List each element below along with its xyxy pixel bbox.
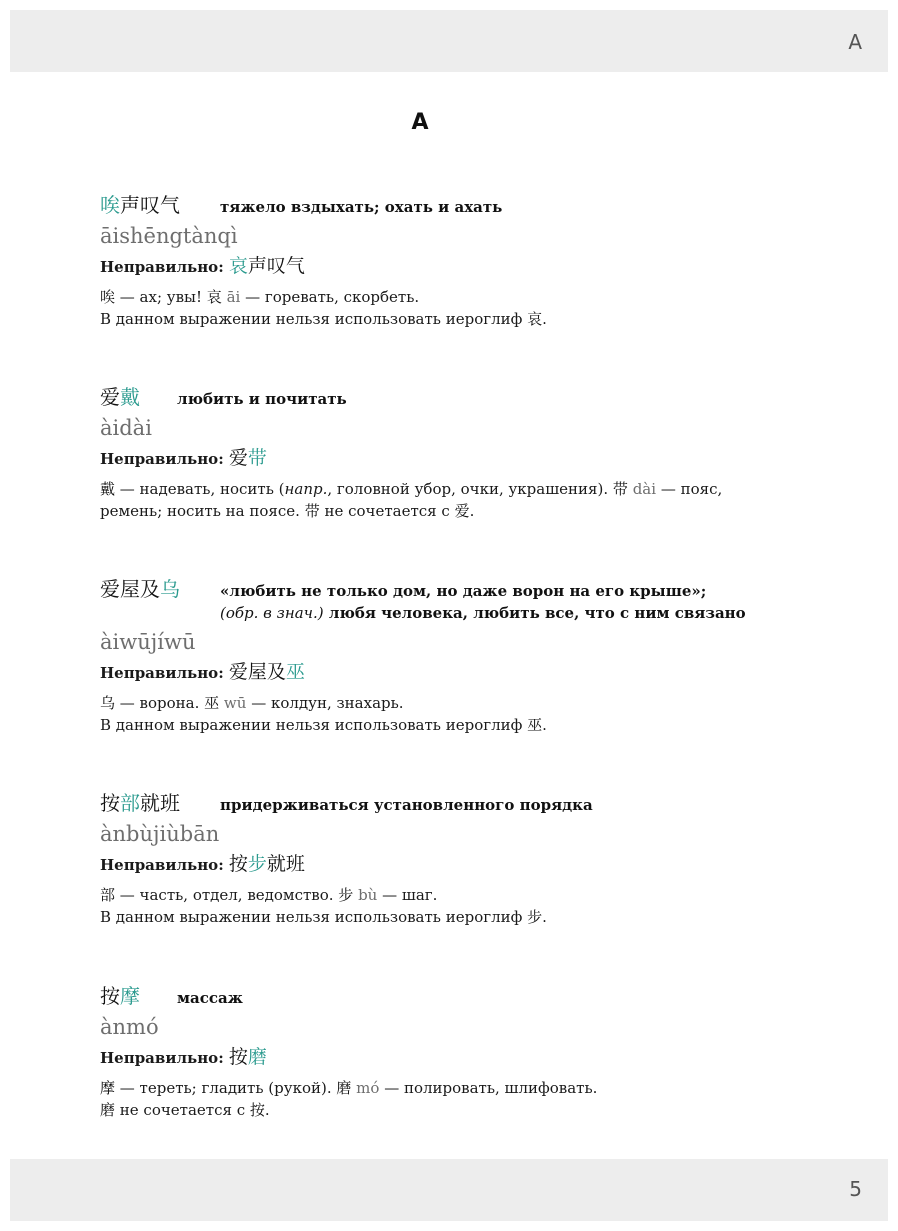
page-number: 5 bbox=[849, 1177, 862, 1201]
page-title: A bbox=[411, 110, 429, 135]
entry-meaning: любить и почитать bbox=[177, 390, 347, 408]
entry-headword: 按部就班 bbox=[100, 791, 180, 815]
dictionary-entry bbox=[100, 576, 800, 736]
footer-band bbox=[10, 1159, 888, 1221]
entry-pinyin: āishēngtànqì bbox=[100, 224, 238, 248]
dictionary-entry bbox=[100, 790, 800, 928]
entry-note: 戴 — надевать, носить (напр., головной убор, очки, украшения). 带 dài — пояс, ремень; носить на поясе. 带 не сочетается с 爱. bbox=[100, 480, 723, 520]
entry-headword: 爱屋及乌 bbox=[100, 577, 180, 601]
entry-meaning: массаж bbox=[177, 989, 243, 1007]
dictionary-entry bbox=[100, 384, 800, 522]
header-band bbox=[10, 10, 888, 72]
entry-headword: 唉声叹气 bbox=[100, 193, 180, 217]
entry-note: 摩 — тереть; гладить (рукой). 磨 mó — полировать, шлифовать. 磨 не сочетается с 按. bbox=[100, 1079, 598, 1119]
entry-pinyin: àidài bbox=[100, 416, 152, 440]
wrong-variant: Неправильно: 按步就班 bbox=[100, 853, 305, 875]
entry-headword: 爱戴 bbox=[100, 385, 140, 409]
header-letter: A bbox=[848, 30, 862, 54]
entry-note: 唉 — ах; увы! 哀 āi — горевать, скорбеть. В данном выражении нельзя использовать иероглиф 哀. bbox=[100, 288, 547, 328]
wrong-variant: Неправильно: 哀声叹气 bbox=[100, 255, 305, 277]
entry-meaning: тяжело вздыхать; охать и ахать bbox=[220, 198, 503, 216]
entry-meaning: «любить не только дом, но даже ворон на его крыше»; (обр. в знач.) любя человека, любить все, что с ним связано bbox=[220, 582, 746, 622]
dictionary-entry bbox=[100, 983, 800, 1121]
wrong-variant: Неправильно: 爱带 bbox=[100, 447, 267, 469]
entry-note: 乌 — ворона. 巫 wū — колдун, знахарь. В данном выражении нельзя использовать иероглиф 巫. bbox=[100, 694, 547, 734]
entry-pinyin: ànbùjiùbān bbox=[100, 822, 220, 846]
entry-headword: 按摩 bbox=[100, 984, 140, 1008]
entry-pinyin: àiwūjíwū bbox=[100, 630, 196, 654]
entry-meaning: придерживаться установленного порядка bbox=[220, 796, 593, 814]
dictionary-entry bbox=[100, 192, 800, 330]
entry-pinyin: ànmó bbox=[100, 1015, 159, 1039]
wrong-variant: Неправильно: 按磨 bbox=[100, 1046, 267, 1068]
wrong-variant: Неправильно: 爱屋及巫 bbox=[100, 661, 305, 683]
entry-note: 部 — часть, отдел, ведомство. 步 bù — шаг. В данном выражении нельзя использовать иероглиф 步. bbox=[100, 886, 547, 926]
